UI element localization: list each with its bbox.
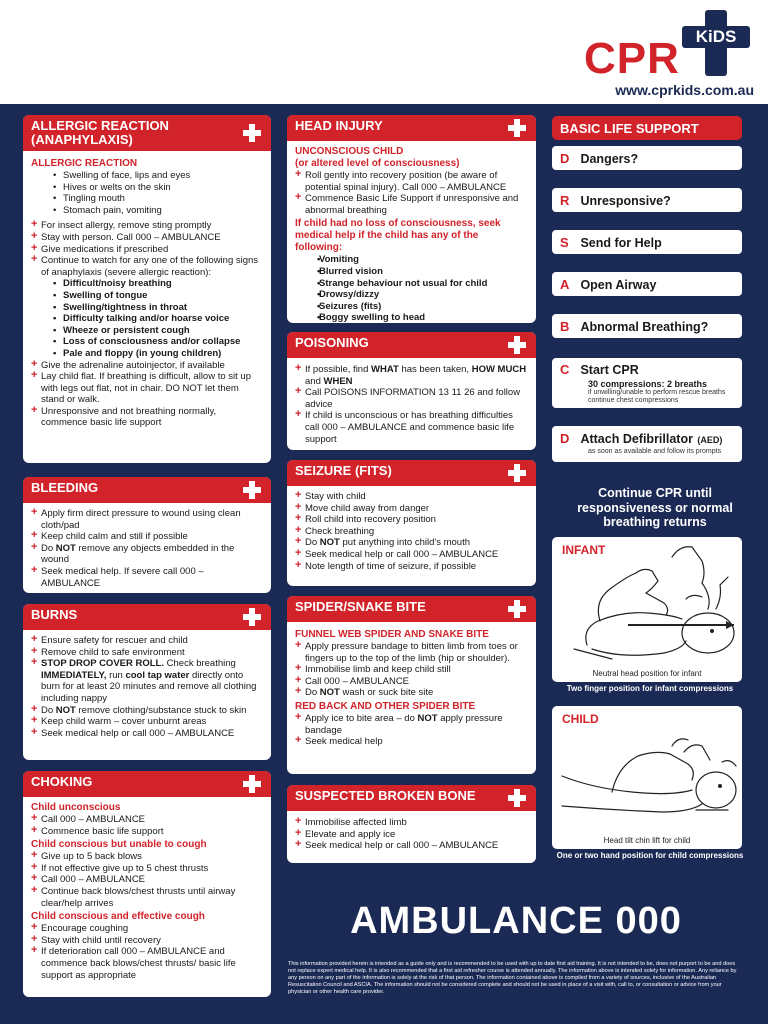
list-item: + Roll gently into recovery position (be aware of potential spinal injury). Call 000 – AMBULANCE bbox=[295, 170, 528, 193]
list-item: • Difficult/noisy breathing bbox=[31, 278, 263, 290]
bls-letter: D bbox=[560, 151, 570, 166]
infant-compression-note: Two finger position for infant compressions bbox=[566, 684, 734, 693]
list-item: • Vomiting bbox=[295, 254, 528, 266]
allergic-reaction-card bbox=[23, 115, 271, 463]
list-item: + Call 000 – AMBULANCE bbox=[31, 814, 263, 826]
child-figure bbox=[552, 706, 742, 849]
head-injury-card bbox=[287, 115, 536, 323]
spider-snake-card bbox=[287, 596, 536, 774]
child-caption: Head tilt chin lift for child bbox=[603, 836, 691, 845]
website-url[interactable]: www.cprkids.com.au bbox=[615, 82, 754, 98]
list-item: + Encourage coughing bbox=[31, 923, 263, 935]
spider-snake-title: SPIDER/SNAKE BITE bbox=[295, 599, 426, 614]
bls-step-airway bbox=[552, 272, 742, 296]
first-aid-plus-icon bbox=[243, 775, 261, 793]
bls-letter: S bbox=[560, 235, 569, 250]
choking-header bbox=[23, 771, 271, 797]
list-item: • Boggy swelling to head bbox=[295, 312, 528, 323]
list-item: + Do NOT wash or suck bite site bbox=[295, 687, 528, 699]
broken-bone-title: SUSPECTED BROKEN BONE bbox=[295, 788, 476, 803]
burns-title: BURNS bbox=[31, 607, 78, 622]
list-item: + Roll child into recovery position bbox=[295, 514, 528, 526]
spider-subheading: FUNNEL WEB SPIDER AND SNAKE BITE bbox=[295, 629, 489, 640]
poisoning-title: POISONING bbox=[295, 335, 369, 350]
bls-letter: A bbox=[560, 277, 570, 292]
first-aid-plus-icon bbox=[508, 600, 526, 618]
allergic-subheading: ALLERGIC REACTION bbox=[31, 158, 138, 169]
list-item: + Lay child flat. If breathing is difficult, allow to sit up with legs out flat, not in chair. DO NOT let them stand or walk. bbox=[31, 371, 263, 406]
bls-letter: B bbox=[560, 319, 570, 334]
bleeding-title: BLEEDING bbox=[31, 480, 99, 495]
bls-step-text: Start CPR bbox=[580, 363, 639, 377]
choking-subheading: Child unconscious bbox=[31, 802, 121, 813]
allergic-title-line2: (ANAPHYLAXIS) bbox=[31, 132, 133, 147]
list-item: + Immobilise limb and keep child still bbox=[295, 664, 528, 676]
cpr-note: if unwilling/unable to perform rescue breaths continue chest compressions bbox=[588, 389, 726, 404]
bleeding-header bbox=[23, 477, 271, 503]
list-item: + Apply firm direct pressure to wound using clean cloth/pad bbox=[31, 508, 263, 531]
child-title: CHILD bbox=[562, 712, 599, 726]
logo-cpr-text: CPR bbox=[584, 34, 680, 83]
list-item: + Commence Basic Life Support if unresponsive and abnormal breathing bbox=[295, 193, 528, 216]
ambulance-number[interactable]: AMBULANCE 000 bbox=[350, 900, 682, 942]
list-item: + Stay with person. Call 000 – AMBULANCE bbox=[31, 232, 263, 244]
infant-caption: Neutral head position for infant bbox=[592, 669, 702, 678]
poisoning-header bbox=[287, 332, 536, 358]
logo-kids-text: KiDS bbox=[695, 27, 737, 46]
list-item: + Apply ice to bite area – do NOT apply pressure bandage bbox=[295, 713, 528, 736]
list-item: + Give the adrenaline autoinjector, if available bbox=[31, 360, 263, 372]
list-item: + Continue to watch for any one of the following signs of anaphylaxis (severe allergic reaction): bbox=[31, 255, 263, 278]
continue-cpr-text: Continue CPR until responsiveness or normal breathing returns bbox=[577, 486, 733, 529]
list-item: + STOP DROP COVER ROLL. Check breathing IMMEDIATELY, run cool tap water directly onto burn for at least 20 minutes and remove all clothing including nappy bbox=[31, 658, 263, 704]
list-item: + Do NOT remove any objects embedded in the wound bbox=[31, 543, 263, 566]
list-item: + Seek medical help or call 000 – AMBULANCE bbox=[31, 728, 263, 740]
list-item: + If deterioration call 000 – AMBULANCE and commence back blows/chest thrusts/ basic life support as appropriate bbox=[31, 946, 263, 981]
list-item: • Swelling of tongue bbox=[31, 290, 263, 302]
allergic-title-line1: ALLERGIC REACTION bbox=[31, 118, 169, 133]
list-item: + If not effective give up to 5 chest thrusts bbox=[31, 863, 263, 875]
list-item: + Commence basic life support bbox=[31, 826, 263, 838]
first-aid-plus-icon bbox=[243, 124, 261, 142]
burns-header bbox=[23, 604, 271, 630]
broken-bone-header bbox=[287, 785, 536, 811]
choking-card bbox=[23, 771, 271, 997]
page-header bbox=[0, 0, 768, 104]
list-item: + If possible, find WHAT has been taken, HOW MUCH and WHEN bbox=[295, 364, 528, 387]
list-item: + Keep child warm – cover unburnt areas bbox=[31, 716, 263, 728]
list-item: + Seek medical help or call 000 – AMBULANCE bbox=[295, 549, 528, 561]
list-item: + Do NOT remove clothing/substance stuck to skin bbox=[31, 705, 263, 717]
list-item: + Continue back blows/chest thrusts until airway clear/help arrives bbox=[31, 886, 263, 909]
seizure-title: SEIZURE (FITS) bbox=[295, 463, 392, 478]
first-aid-plus-icon bbox=[243, 481, 261, 499]
broken-bone-card bbox=[287, 785, 536, 863]
list-item: • Blurred vision bbox=[295, 266, 528, 278]
list-item: + Stay with child until recovery bbox=[31, 935, 263, 947]
head-subheading: UNCONSCIOUS CHILD bbox=[295, 146, 404, 157]
child-compression-note: One or two hand position for child compressions bbox=[556, 851, 744, 860]
bls-step-text: Attach Defibrillator bbox=[580, 432, 693, 446]
bls-step-cpr bbox=[552, 358, 742, 408]
list-item: • Drowsy/dizzy bbox=[295, 289, 528, 301]
first-aid-plus-icon bbox=[508, 336, 526, 354]
list-item: + Immobilise affected limb bbox=[295, 817, 528, 829]
list-item: + Seek medical help. If severe call 000 – AMBULANCE bbox=[31, 566, 263, 589]
list-item: • Pale and floppy (in young children) bbox=[31, 348, 263, 360]
list-item: + For insect allergy, remove sting promptly bbox=[31, 220, 263, 232]
bls-letter: C bbox=[560, 362, 570, 377]
list-item: + Call 000 – AMBULANCE bbox=[295, 676, 528, 688]
bls-step-breathing bbox=[552, 314, 742, 338]
list-item: + Do NOT put anything into child's mouth bbox=[295, 537, 528, 549]
list-item: • Tingling mouth bbox=[31, 193, 263, 205]
list-item: + Call 000 – AMBULANCE bbox=[31, 874, 263, 886]
allergic-reaction-header bbox=[23, 115, 271, 151]
cprkids-logo[interactable] bbox=[584, 8, 754, 100]
list-item: + Seek medical help or call 000 – AMBULANCE bbox=[295, 840, 528, 852]
list-item: + Give up to 5 back blows bbox=[31, 851, 263, 863]
disclaimer-text: This information provided herein is intended as a guide only and is recommended to be used with up to date first aid training. It is not intended to be, does not purport to be and does not replace expert medical help. It is also recommended that a first aid refresher course is attended annually. The information above is intended solely for information. Any reliance by any person on any part of the information is solely at the risk of that person. The information contained above is compiled from a variety of sources, inclusive of the Australian Resuscitation Council and ASCIA. The information should not be considered complete and should not be used in place of a visit with, call to, or consultation or advice from your physician or other health care provider. bbox=[288, 961, 737, 995]
list-item: + Keep child calm and still if possible bbox=[31, 531, 263, 543]
list-item: • Wheeze or persistent cough bbox=[31, 325, 263, 337]
list-item: + Give medications if prescribed bbox=[31, 244, 263, 256]
infant-cpr-illustration bbox=[552, 537, 742, 682]
first-aid-plus-icon bbox=[243, 608, 261, 626]
list-item: + Move child away from danger bbox=[295, 503, 528, 515]
list-item: • Stomach pain, vomiting bbox=[31, 205, 263, 217]
cpr-ratio: 30 compressions: 2 breaths bbox=[588, 379, 708, 389]
choking-subheading: Child conscious but unable to cough bbox=[31, 839, 207, 851]
list-item: • Swelling/tightness in throat bbox=[31, 302, 263, 314]
list-item: • Difficulty talking and/or hoarse voice bbox=[31, 313, 263, 325]
list-item: + Note length of time of seizure, if possible bbox=[295, 561, 528, 573]
list-item: + Stay with child bbox=[295, 491, 528, 503]
list-item: + Ensure safety for rescuer and child bbox=[31, 635, 263, 647]
bls-step-unresponsive bbox=[552, 188, 742, 212]
choking-title: CHOKING bbox=[31, 774, 93, 789]
list-item: • Strange behaviour not usual for child bbox=[295, 278, 528, 290]
list-item: + If child is unconscious or has breathing difficulties call 000 – AMBULANCE and commence basic life support bbox=[295, 410, 528, 445]
aed-label: (AED) bbox=[697, 435, 723, 445]
bls-step-text: Send for Help bbox=[580, 236, 662, 250]
head-injury-title: HEAD INJURY bbox=[295, 118, 383, 133]
bls-letter: R bbox=[560, 193, 570, 208]
list-item: + Remove child to safe environment bbox=[31, 647, 263, 659]
bls-step-defibrillator bbox=[552, 426, 742, 462]
infant-figure bbox=[552, 537, 742, 682]
list-item: + Check breathing bbox=[295, 526, 528, 538]
aed-note: as soon as available and follow its prompts bbox=[588, 448, 722, 455]
list-item: + Elevate and apply ice bbox=[295, 829, 528, 841]
bls-step-text: Dangers? bbox=[580, 152, 639, 166]
list-item: + Unresponsive and not breathing normally, commence basic life support bbox=[31, 406, 263, 429]
first-aid-plus-icon bbox=[508, 789, 526, 807]
seizure-header bbox=[287, 460, 536, 486]
infant-title: INFANT bbox=[562, 543, 606, 557]
seizure-card bbox=[287, 460, 536, 586]
spider-snake-header bbox=[287, 596, 536, 622]
bleeding-card bbox=[23, 477, 271, 593]
head-subheading: If child had no loss of consciousness, seek medical help if the child has any of the following: bbox=[295, 218, 501, 254]
bls-step-send-help bbox=[552, 230, 742, 254]
list-item: + Call POISONS INFORMATION 13 11 26 and follow advice bbox=[295, 387, 528, 410]
spider-subheading: RED BACK AND OTHER SPIDER BITE bbox=[295, 700, 476, 712]
bls-letter: D bbox=[560, 431, 570, 446]
bls-step-text: Abnormal Breathing? bbox=[580, 320, 709, 334]
list-item: • Hives or welts on the skin bbox=[31, 182, 263, 194]
head-subheading: (or altered level of consciousness) bbox=[295, 158, 460, 169]
head-injury-header bbox=[287, 115, 536, 141]
list-item: • Seizures (fits) bbox=[295, 301, 528, 313]
choking-subheading: Child conscious and effective cough bbox=[31, 911, 205, 923]
list-item: + Apply pressure bandage to bitten limb from toes or fingers up to the top of the limb (hip or shoulder). bbox=[295, 641, 528, 664]
bls-step-dangers bbox=[552, 146, 742, 170]
list-item: • Swelling of face, lips and eyes bbox=[31, 170, 263, 182]
bls-step-text: Unresponsive? bbox=[580, 194, 671, 208]
basic-life-support-header: BASIC LIFE SUPPORT bbox=[552, 116, 742, 140]
bls-step-text: Open Airway bbox=[580, 278, 657, 292]
child-cpr-illustration bbox=[552, 706, 742, 849]
poisoning-card bbox=[287, 332, 536, 450]
list-item: + Seek medical help bbox=[295, 736, 528, 748]
burns-card bbox=[23, 604, 271, 760]
first-aid-plus-icon bbox=[508, 464, 526, 482]
list-item: • Loss of consciousness and/or collapse bbox=[31, 336, 263, 348]
first-aid-plus-icon bbox=[508, 119, 526, 137]
